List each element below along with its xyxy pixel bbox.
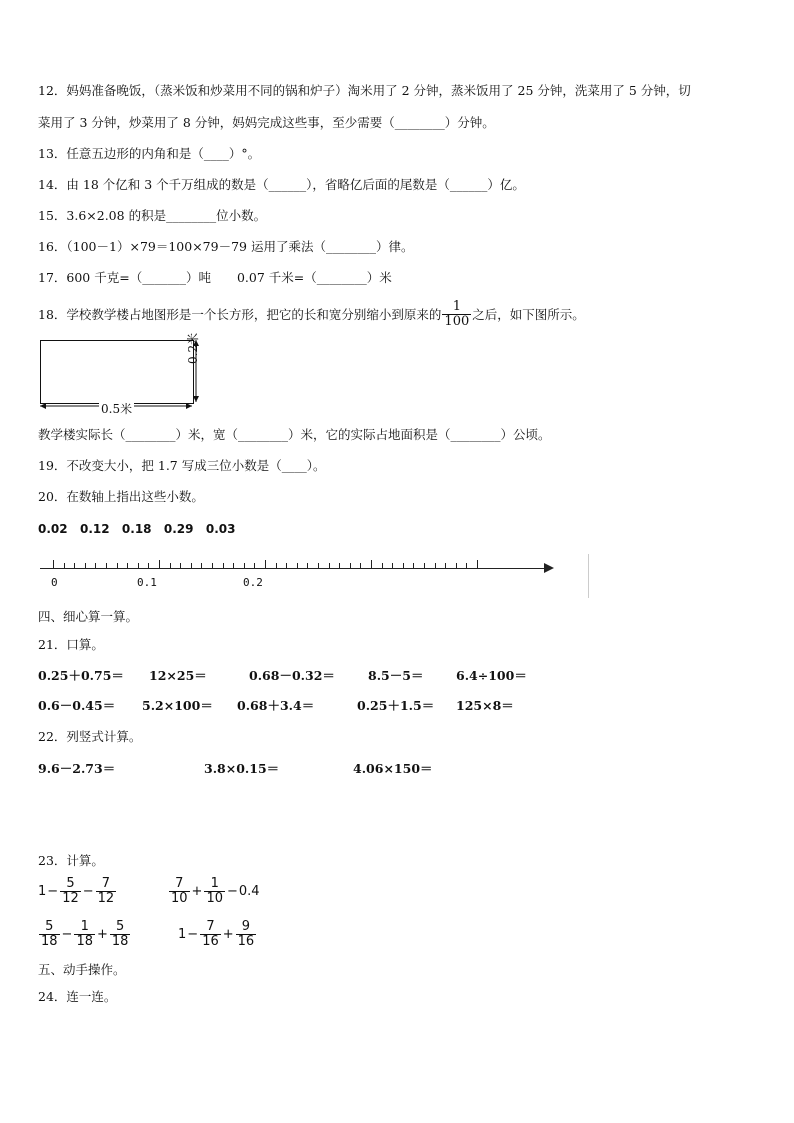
oral-calc-2-1: 0.6－0.45＝ bbox=[38, 698, 116, 713]
expr2-tail: 0.4 bbox=[238, 884, 260, 899]
question-17-part-a: 17．600 千克=（_______）吨 bbox=[38, 270, 211, 285]
numerator: 5 bbox=[116, 919, 125, 934]
denominator: 12 bbox=[62, 891, 79, 906]
number-line-tick bbox=[265, 560, 266, 568]
fraction bbox=[39, 920, 60, 949]
numerator: 9 bbox=[241, 919, 251, 934]
number-line-tick bbox=[233, 563, 234, 568]
number-line-tick bbox=[339, 563, 340, 568]
number-line-arrow-icon bbox=[544, 563, 554, 573]
number-line-tick bbox=[424, 563, 425, 568]
question-12-line-2: 菜用了 3 分钟，炒菜用了 8 分钟，妈妈完成这些事，至少需要（________）分钟。 bbox=[38, 115, 495, 130]
fraction bbox=[200, 920, 221, 949]
number-line-tick bbox=[392, 563, 393, 568]
numerator: 5 bbox=[45, 919, 54, 934]
number-line-tick bbox=[53, 560, 54, 568]
oral-calc-1-5: 6.4÷100＝ bbox=[456, 668, 527, 683]
number-line-tick bbox=[191, 563, 192, 568]
expr1-lead: 1 bbox=[38, 884, 47, 899]
numerator: 1 bbox=[210, 876, 219, 891]
number-line-tick bbox=[371, 560, 372, 568]
expression-4 bbox=[178, 920, 257, 949]
number-line-tick bbox=[74, 563, 75, 568]
question-12-line-1: 12．妈妈准备晚饭，（蒸米饭和炒菜用不同的锅和炉子）淘米用了 2 分钟，蒸米饭用了 25 分钟，洗菜用了 5 分钟，切 bbox=[38, 83, 691, 98]
number-line-tick bbox=[148, 563, 149, 568]
question-17 bbox=[38, 270, 392, 286]
question-18-answer: 教学楼实际长（________）米，宽（________）米，它的实际占地面积是（________）公顷。 bbox=[38, 427, 551, 442]
length-label: 0.5米 bbox=[101, 402, 133, 416]
numerator: 7 bbox=[175, 876, 184, 891]
number-line-tick bbox=[117, 563, 118, 568]
oral-calc-1-2: 12×25＝ bbox=[149, 668, 207, 683]
minus-sign: − bbox=[227, 884, 238, 899]
fraction bbox=[236, 920, 257, 949]
number-line-tick bbox=[403, 563, 404, 568]
number-line-tick bbox=[350, 563, 351, 568]
denominator: 18 bbox=[76, 934, 93, 949]
fraction bbox=[60, 877, 81, 906]
denominator: 18 bbox=[41, 934, 58, 949]
expr4-lead: 1 bbox=[178, 927, 187, 942]
numerator: 1 bbox=[80, 919, 89, 934]
number-line-tick bbox=[435, 563, 436, 568]
oral-calc-2-2: 5.2×100＝ bbox=[142, 698, 213, 713]
number-line-tick bbox=[85, 563, 86, 568]
number-line-tick bbox=[307, 563, 308, 568]
numerator: 5 bbox=[66, 876, 75, 891]
fraction-one-hundredth bbox=[442, 300, 471, 329]
number-line-label-0: 0 bbox=[51, 576, 58, 589]
question-22-title: 22．列竖式计算。 bbox=[38, 729, 142, 744]
number-line-tick bbox=[64, 563, 65, 568]
question-18 bbox=[38, 300, 585, 329]
number-line-tick bbox=[286, 563, 287, 568]
number-line-tick bbox=[413, 563, 414, 568]
minus-sign: − bbox=[47, 884, 59, 899]
denominator: 18 bbox=[111, 934, 129, 949]
question-20: 20．在数轴上指出这些小数。 bbox=[38, 489, 204, 504]
decimals-list: 0.02 0.12 0.18 0.29 0.03 bbox=[38, 522, 236, 536]
question-19: 19．不改变大小，把 1.7 写成三位小数是（____）。 bbox=[38, 458, 326, 473]
plus-sign: + bbox=[222, 927, 234, 942]
scan-edge-line bbox=[588, 554, 589, 598]
oral-calc-1-1: 0.25＋0.75＝ bbox=[38, 668, 124, 683]
expression-3 bbox=[38, 920, 131, 949]
plus-sign: + bbox=[97, 927, 108, 942]
number-line-tick bbox=[244, 563, 245, 568]
denominator: 16 bbox=[237, 934, 255, 949]
number-line bbox=[40, 552, 600, 602]
vertical-calc-1: 9.6－2.73＝ bbox=[38, 761, 116, 776]
number-line-tick bbox=[95, 563, 96, 568]
question-17-part-b: 0.07 千米=（________）米 bbox=[236, 270, 392, 285]
vertical-calc-3: 4.06×150＝ bbox=[353, 761, 433, 776]
number-line-label-0-2: 0.2 bbox=[243, 576, 263, 589]
fraction bbox=[169, 877, 190, 906]
number-line-tick bbox=[297, 563, 298, 568]
denominator: 12 bbox=[97, 891, 115, 906]
question-24: 24．连一连。 bbox=[38, 989, 117, 1004]
question-15: 15．3.6×2.08 的积是________位小数。 bbox=[38, 208, 267, 223]
question-18-tail: 之后，如下图所示。 bbox=[472, 306, 585, 322]
fraction bbox=[96, 877, 117, 906]
number-line-tick bbox=[201, 563, 202, 568]
number-line-tick bbox=[170, 563, 171, 568]
number-line-tick bbox=[254, 563, 255, 568]
number-line-tick bbox=[382, 563, 383, 568]
number-line-tick bbox=[159, 560, 160, 568]
number-line-label-0-1: 0.1 bbox=[137, 576, 157, 589]
number-line-tick bbox=[138, 563, 139, 568]
denominator: 10 bbox=[171, 891, 188, 906]
fraction bbox=[204, 877, 225, 906]
number-line-tick bbox=[360, 563, 361, 568]
width-label: 0.2米 bbox=[186, 332, 200, 364]
numerator: 7 bbox=[206, 919, 215, 934]
number-line-tick bbox=[223, 563, 224, 568]
number-line-tick bbox=[106, 563, 107, 568]
denominator: 16 bbox=[202, 934, 219, 949]
question-13: 13．任意五边形的内角和是（____）°。 bbox=[38, 146, 261, 161]
number-line-axis bbox=[40, 568, 548, 569]
fraction bbox=[110, 920, 131, 949]
number-line-tick bbox=[466, 563, 467, 568]
number-line-tick bbox=[276, 563, 277, 568]
number-line-tick bbox=[477, 560, 478, 568]
oral-calc-2-4: 0.25＋1.5＝ bbox=[357, 698, 435, 713]
question-18-intro: 18．学校教学楼占地图形是一个长方形，把它的长和宽分别缩小到原来的 bbox=[38, 306, 442, 322]
section-5-heading: 五、动手操作。 bbox=[38, 962, 126, 977]
number-line-tick bbox=[180, 563, 181, 568]
section-4-heading: 四、细心算一算。 bbox=[38, 609, 139, 624]
vertical-calc-2: 3.8×0.15＝ bbox=[204, 761, 280, 776]
fraction-numerator: 1 bbox=[452, 299, 461, 314]
number-line-tick bbox=[212, 563, 213, 568]
numerator: 7 bbox=[101, 876, 111, 891]
fraction-denominator: 100 bbox=[444, 314, 470, 329]
number-line-tick bbox=[456, 563, 457, 568]
denominator: 10 bbox=[206, 891, 223, 906]
number-line-tick bbox=[318, 563, 319, 568]
number-line-tick bbox=[329, 563, 330, 568]
minus-sign: − bbox=[187, 927, 199, 942]
plus-sign: + bbox=[191, 884, 203, 899]
oral-calc-2-3: 0.68＋3.4＝ bbox=[237, 698, 315, 713]
oral-calc-1-3: 0.68－0.32＝ bbox=[249, 668, 335, 683]
question-21-title: 21．口算。 bbox=[38, 637, 104, 652]
expression-2 bbox=[168, 877, 260, 906]
number-line-tick bbox=[127, 563, 128, 568]
minus-sign: − bbox=[61, 927, 73, 942]
oral-calc-2-5: 125×8＝ bbox=[456, 698, 514, 713]
oral-calc-1-4: 8.5－5＝ bbox=[368, 668, 424, 683]
number-line-tick bbox=[445, 563, 446, 568]
expression-1 bbox=[38, 877, 117, 906]
question-14: 14．由 18 个亿和 3 个千万组成的数是（______），省略亿后面的尾数是（______）亿。 bbox=[38, 177, 525, 192]
fraction bbox=[74, 920, 95, 949]
minus-sign: − bbox=[82, 884, 94, 899]
question-23-title: 23．计算。 bbox=[38, 853, 104, 868]
question-16: 16．（100－1）×79＝100×79－79 运用了乘法（________）律。 bbox=[38, 239, 414, 254]
